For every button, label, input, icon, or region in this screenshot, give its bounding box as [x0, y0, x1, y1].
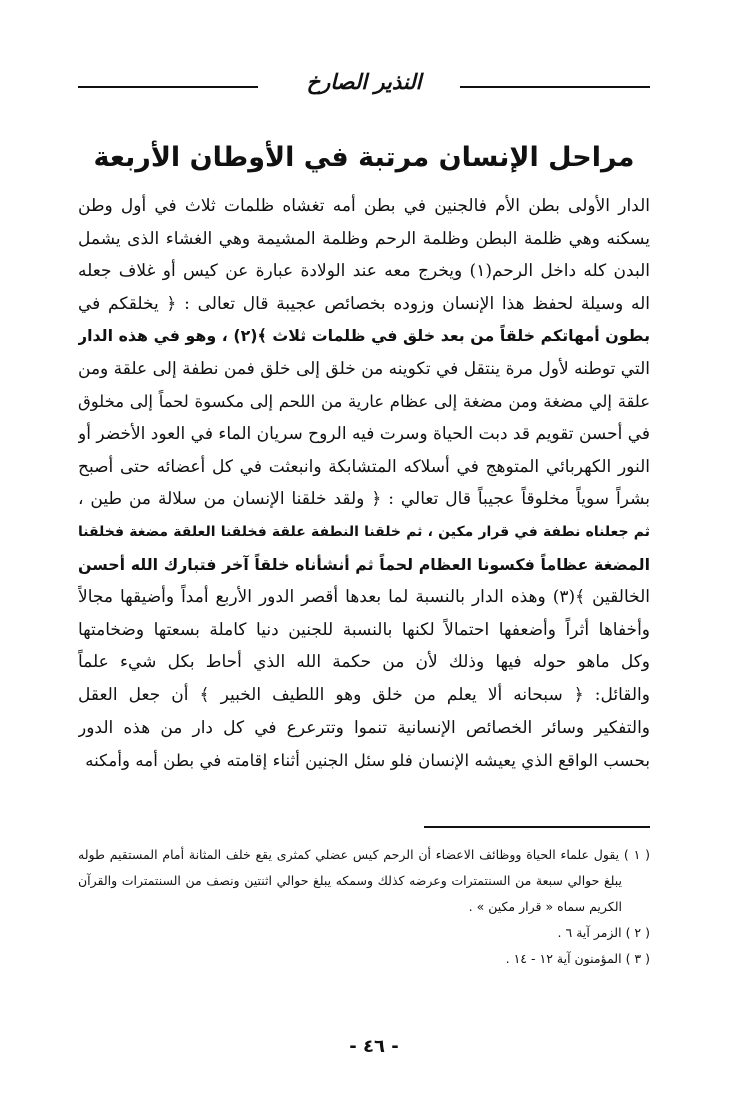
footnote-rule — [424, 826, 650, 828]
body-line: في أحسن تقويم قد دبت الحياة وسرت فيه الروح سريان الماء في العود الأخضر أو — [78, 424, 650, 445]
body-line: الخالقين ﴾(٣) وهذه الدار بالنسبة لما بعدها أقصر الدور الأربع أمداً وأضيقها مجالاً — [78, 587, 650, 608]
footnote-line: ( ١ ) يقول علماء الحياة ووظائف الاعضاء أن الرحم كيس عضلي كمثرى يقع خلف المثانة أمام المستقيم طوله — [78, 847, 650, 862]
body-line-quran: المضغة عظاماً فكسونا العظام لحماً ثم أنشأناه خلقاً آخر فتبارك الله أحسن — [78, 554, 650, 574]
body-text — [78, 190, 650, 777]
body-line-quran: بطون أمهاتكم خلقاً من بعد خلق في ظلمات ثلاث ﴾(٢) ، وهو في هذه الدار — [78, 326, 650, 346]
footnote-line: ( ٢ ) الزمر آية ٦ . — [557, 925, 650, 940]
body-line: الدار الأولى بطن الأم فالجنين في بطن أمه تغشاه ظلمات ثلاث في أول وطن — [78, 196, 650, 216]
body-line: اله وسيلة لحفظ هذا الإنسان وزوده بخصائص عجيبة قال تعالى : ﴿ يخلقكم في — [78, 293, 650, 314]
body-line: والقائل: ﴿ سبحانه ألا يعلم من خلق وهو اللطيف الخبير ﴾ أن جعل العقل — [78, 684, 650, 705]
body-line: البدن كله داخل الرحم(١) ويخرج معه عند الولادة عبارة عن كيس أو غلاف جعله — [78, 261, 650, 282]
chapter-title: مراحل الإنسان مرتبة في الأوطان الأربعة — [93, 142, 635, 173]
header-rule-right — [460, 86, 650, 88]
footnotes — [78, 842, 650, 972]
footnote-line: يبلغ حوالي سبعة من السنتمترات وعرضه كذلك وسمكه يبلغ حوالي اثنتين ونصف من السنتمترات والقرآن — [78, 873, 622, 888]
body-line: والتفكير وسائر الخصائص الإنسانية تنموا وتترعرع في كل دار من هذه الدور — [78, 717, 650, 738]
body-line: وكل ماهو حوله فيها وذلك لأن من حكمة الله الذي أحاط بكل شيء علماً — [78, 652, 650, 673]
body-line: علقة إلي مضغة ومن مضغة إلى عظام عارية من اللحم إلى مكسوة لحماً إلى مخلوق — [78, 391, 650, 411]
header-rule-left — [78, 86, 258, 88]
body-line: النور الكهربائي المتوهج في أسلاكه المتشابكة وانبعثت في كل أعضائه حتى أصبح — [78, 456, 650, 477]
body-line: التي توطنه لأول مرة ينتقل في تكوينه من خلق إلى خلق فمن نطفة إلى علقة ومن — [78, 358, 650, 379]
running-head-title: النذير الصارخ — [306, 70, 422, 94]
footnote-line: الكريم سماه « قرار مكين » . — [468, 899, 622, 914]
body-line-quran: ثم جعلناه نطفة في قرار مكين ، ثم خلقنا النطفة علقة فخلقنا العلقة مضغة فخلقنا — [78, 523, 650, 540]
body-line: بشراً سوياً مخلوقاً عجيباً قال تعالي : ﴿ ولقد خلقنا الإنسان من سلالة من طين ، — [78, 489, 650, 510]
running-head — [78, 62, 650, 102]
footnote-line: ( ٣ ) المؤمنون آية ١٢ - ١٤ . — [505, 951, 650, 966]
body-line: بحسب الواقع الذي يعيشه الإنسان فلو سئل الجنين أثناء إقامته في بطن أمه وأمكنه — [85, 750, 650, 771]
page-number: - ٤٦ - — [349, 1036, 399, 1057]
body-line: وأخفاها أثراً وأضعفها احتمالاً لكنها بالنسبة للجنين دنيا كاملة بسعتها وضخامتها — [78, 619, 650, 640]
body-line: يسكنه وهي ظلمة البطن وظلمة الرحم وظلمة المشيمة وهي الغشاء الذى يشمل — [78, 228, 650, 249]
